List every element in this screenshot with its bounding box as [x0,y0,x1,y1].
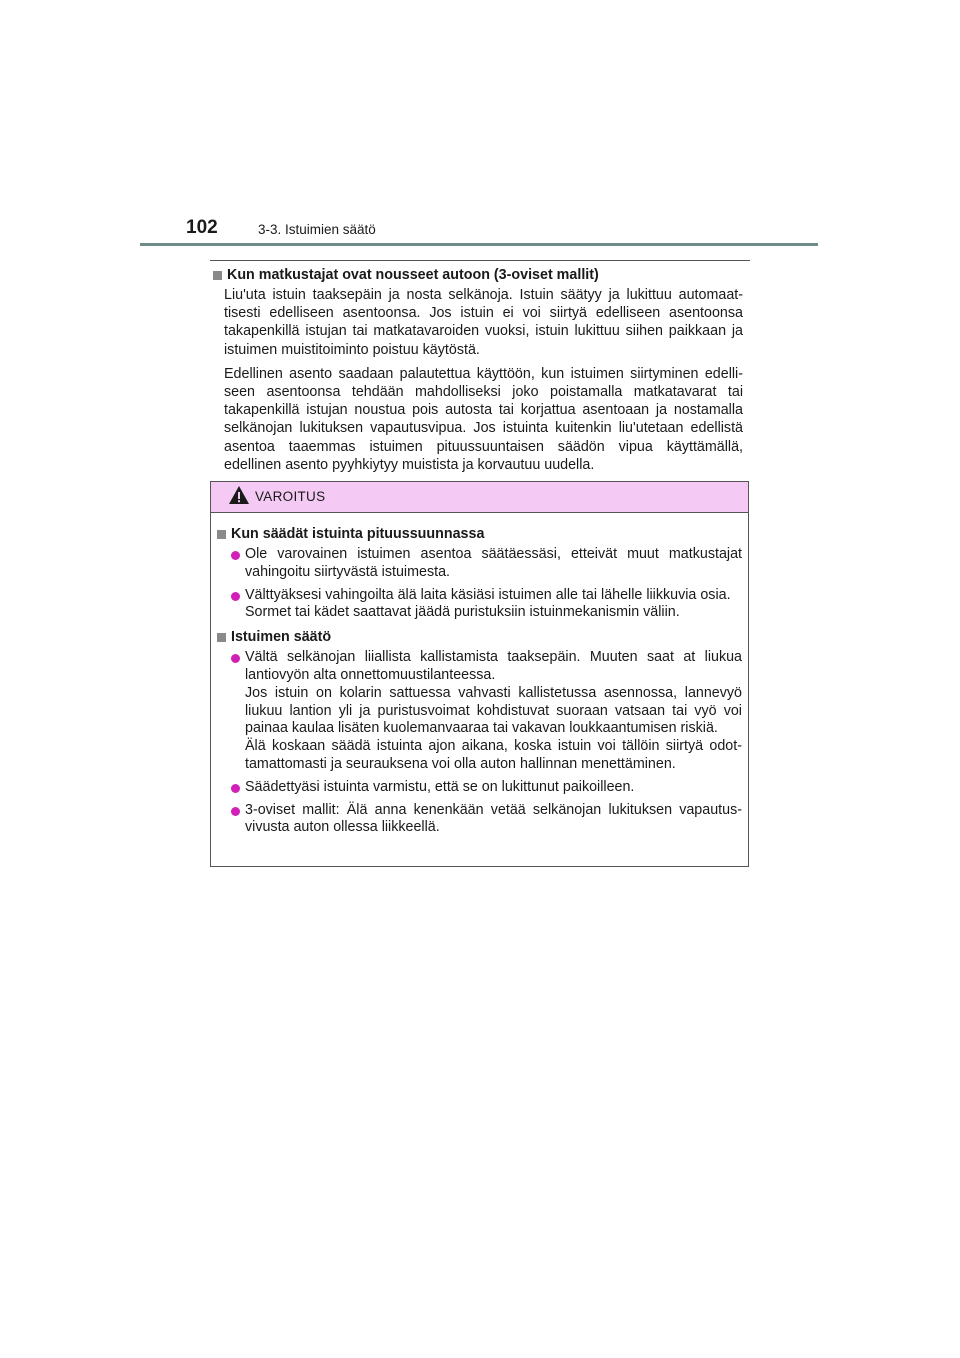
bullet-text: Säädettyäsi istuinta varmistu, että se on lukittunut paikoilleen. [245,778,635,795]
warning-heading [217,525,742,544]
square-bullet-icon [213,271,222,280]
warning-body [211,513,748,837]
bullet-text: Vältä selkänojan liiallista kallistamista taaksepäin. Muuten saat at liukua lantiovyön alta onnettomuustilanteessa. [245,649,742,683]
round-bullet-icon [231,807,240,816]
square-bullet-icon [217,530,226,539]
warning-label: VAROITUS [255,489,326,504]
round-bullet-icon [231,784,240,793]
section-heading [210,266,750,285]
warning-box [210,481,749,867]
warning-heading-text: Istuimen säätö [231,629,332,646]
bullet-text: Sormet tai kädet saattavat jäädä puristuksiin istuinmekanismin väliin. [245,604,680,621]
content-divider [210,260,750,261]
round-bullet-icon [231,551,240,560]
square-bullet-icon [217,633,226,642]
bullet-text: Välttyäksesi vahingoilta älä laita käsiäsi istuimen alle tai lähelle liikkuvia osia. [245,586,731,603]
warning-bullet [231,779,742,797]
paragraph: Liu'uta istuin taaksepäin ja nosta selkänoja. Istuin säätyy ja lukittuu automaat-tisesti edelliseen asentoonsa. Jos istuin ei voi siirtyä edelliseen asentoonsa takapenkillä istujan tai matkatavaroiden vuoksi, istuin lukittuu siihen paikkaan ja istuimen muistitoiminto poistuu käytöstä. [224,287,743,358]
bullet-text: Älä koskaan säädä istuinta ajon aikana, koska istuin voi tällöin siirtyä odot-tamattomasti ja seurauksena voi olla auton hallinnan menettäminen. [245,738,742,772]
section-heading-text: Kun matkustajat ovat nousseet autoon (3-oviset mallit) [227,267,599,283]
bullet-text: Jos istuin on kolarin sattuessa vahvasti kallistetussa asennossa, lannevyö liukuu lantion yli ja puristusvoimat kohdistuvat suoraan vatsaan tai vyö voi painaa kaulaa lisäten kuolemanvaaraa tai vakavan loukkaantumisen riskiä. [245,684,742,737]
main-content [210,266,750,474]
section-title: 3-3. Istuimien säätö [258,222,376,237]
warning-bullet [231,587,742,623]
warning-bullet [231,649,742,774]
paragraph: Edellinen asento saadaan palautettua käyttöön, kun istuimen siirtyminen edelli-seen asentoonsa tehdään mahdolliseksi joko poistamalla matkatavarat tai takapenkillä istujan noustua pois autosta tai korjattua asentoaan ja nostamalla selkänojan lukituksen vapautusvipua. Jos istuinta kuitenkin liu'utetaan edellistä asentoa taaemmas istuimen pituussuuntaisen säädön vipua käyttämällä, edellinen asento pyyhkiytyy muistista ja korvautuu uudella. [224,365,743,473]
warning-triangle-icon [228,485,250,505]
page-number: 102 [186,217,218,238]
bullet-text: Ole varovainen istuimen asentoa säätäessäsi, etteivät muut matkustajat vahingoitu siirtyvästä istuimesta. [245,546,742,580]
header-rule [140,243,818,246]
bullet-text: 3-oviset mallit: Älä anna kenenkään vetää selkänojan lukituksen vapautus-vivusta auton ollessa liikkeellä. [245,801,742,836]
warning-bullet [231,802,742,838]
warning-heading-text: Kun säädät istuinta pituussuunnassa [231,526,485,542]
warning-heading [217,628,742,647]
round-bullet-icon [231,654,240,663]
warning-header [211,482,748,513]
round-bullet-icon [231,592,240,601]
warning-bullet [231,546,742,582]
